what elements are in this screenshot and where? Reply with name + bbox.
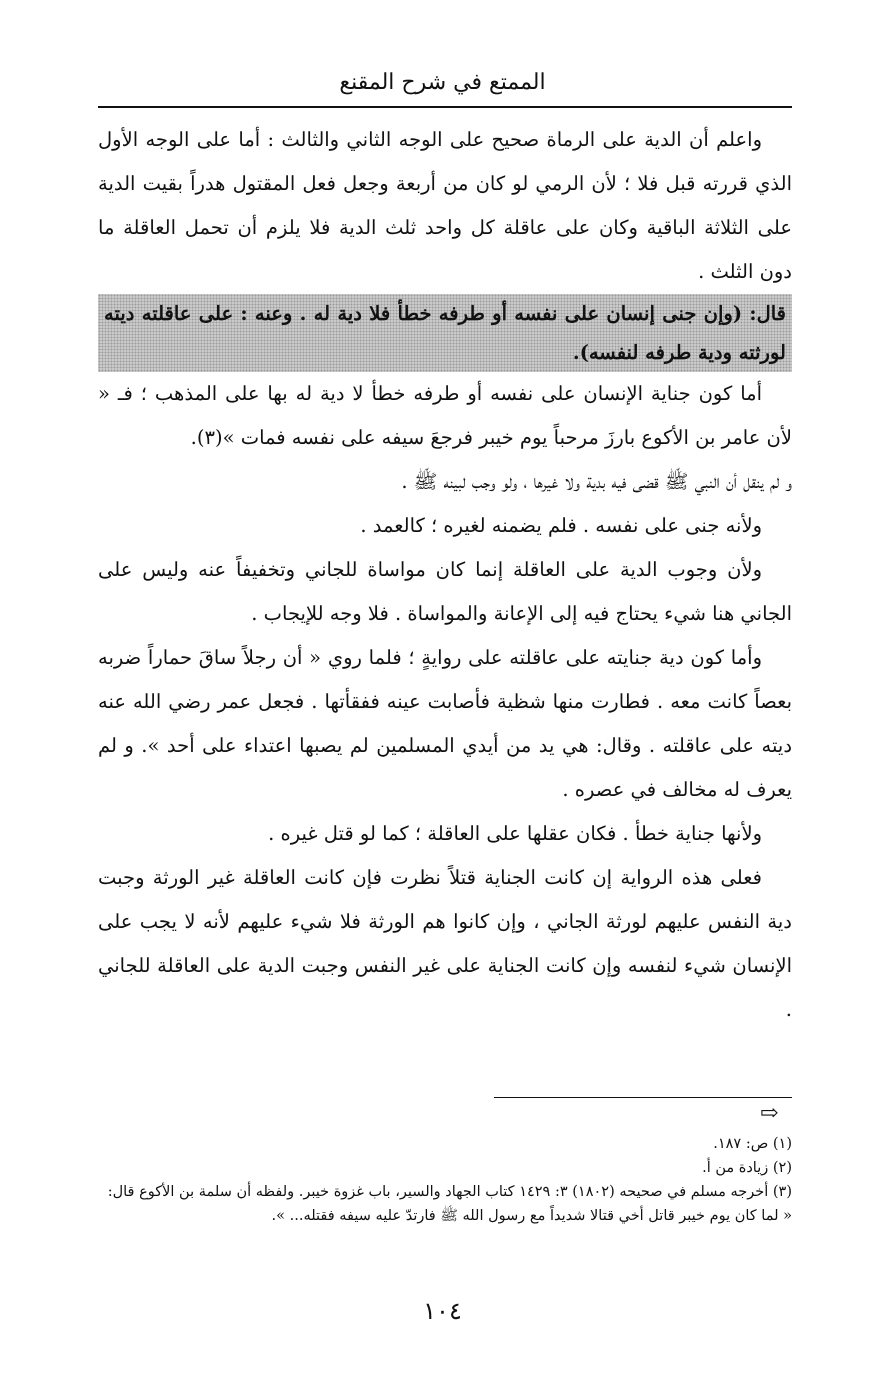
paragraph: واعلم أن الدية على الرماة صحيح على الوجه الثاني والثالث : أما على الوجه الأول الذي قررته قبل فلا ؛ لأن الرمي لو كان من أربعة وجعل فعل المقتول هدراً بقيت الدية على الثلاثة الباقية وكان على عاقلة كل واحد ثلث الدية فلا يلزم أن تحمل العاقلة ما دون الثلث . xyxy=(98,128,792,283)
footnotes xyxy=(98,1132,792,1228)
running-header-title: الممتع في شرح المقنع xyxy=(339,70,546,95)
header-divider xyxy=(98,106,792,108)
footnote: (٣) أخرجه مسلم في صحيحه (١٨٠٢) ٣: ١٤٢٩ كتاب الجهاد والسير، باب غزوة خيبر. ولفظه أن سلمة بن الأكوع قال: « لما كان يوم خيبر قاتل أخي قتالا شديداً مع رسول الله ﷺ فارتدّ عليه سيفه فقتله... ». xyxy=(107,1184,792,1224)
paragraph: ولأنها جناية خطأ . فكان عقلها على العاقلة ؛ كما لو قتل غيره . xyxy=(268,822,762,845)
footnote: (٢) زيادة من أ. xyxy=(702,1160,792,1176)
paragraph: ولأنه جنى على نفسه . فلم يضمنه لغيره ؛ كالعمد . xyxy=(360,514,762,537)
paragraph: فعلى هذه الرواية إن كانت الجناية قتلاً نظرت فإن كانت العاقلة غير الورثة وجبت دية النفس عليهم لورثة الجاني ، وإن كانوا هم الورثة فلا شيء عليهم لأنه لا يجب على الإنسان شيء لنفسه وإن كانت الجناية على غير النفس وجبت الدية على العاقلة للجاني . xyxy=(98,866,792,1021)
footnote-divider xyxy=(494,1097,792,1098)
footnote: (١) ص: ١٨٧. xyxy=(713,1136,792,1152)
continuation-arrow-icon: ⇨ xyxy=(760,1101,779,1126)
quoted-matn-highlight: قال: (وإن جنى إنسان على نفسه أو طرفه خطأ فلا دية له . وعنه : على عاقلته ديته لورثته ودية طرفه لنفسه). xyxy=(98,294,792,372)
main-text xyxy=(98,118,792,1032)
paragraph: أما كون جناية الإنسان على نفسه أو طرفه خطأ لا دية له بها على المذهب ؛ فـ « لأن عامر بن الأكوع بارزَ مرحباً يوم خيبر فرجعَ سيفه على نفسه فمات »(٣). xyxy=(98,382,792,449)
page-number: ١٠٤ xyxy=(423,1297,462,1325)
paragraph: ولأن وجوب الدية على العاقلة إنما كان مواساة للجاني وتخفيفاً عنه وليس على الجاني هنا شيء يحتاج فيه إلى الإعانة والمواساة . فلا وجه للإيجاب . xyxy=(98,558,792,625)
paragraph: و لم ينقل أن النبي ﷺ قضى فيه بدية ولا غيرها ، ولو وجب لبينه ﷺ . xyxy=(401,470,792,493)
paragraph: وأما كون دية جنايته على عاقلته على روايةٍ ؛ فلما روي « أن رجلاً ساقَ حماراً ضربه بعصاً كانت معه . فطارت منها شظية فأصابت عينه ففقأتها . فجعل عمر رضي الله عنه ديته على عاقلته . وقال: هي يد من أيدي المسلمين لم يصبها اعتداء على أحد ». و لم يعرف له مخالف في عصره . xyxy=(98,646,792,801)
